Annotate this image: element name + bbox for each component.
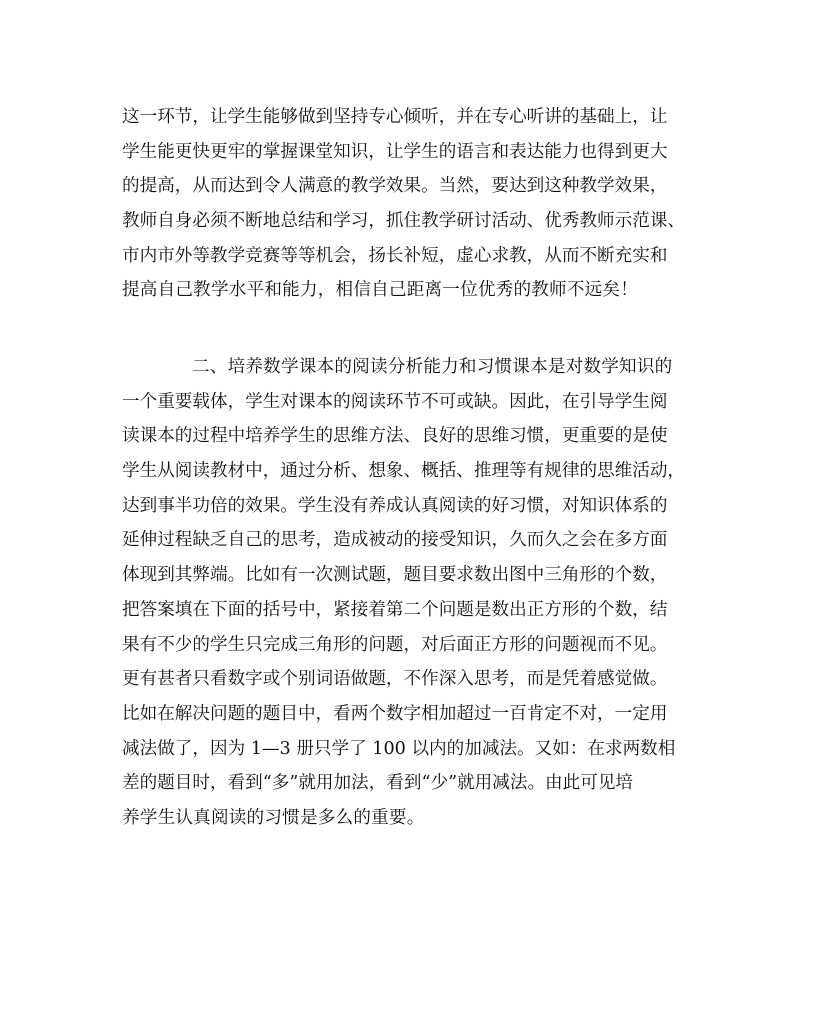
text-line: 果有不少的学生只完成三角形的问题，对后面正方形的问题视而不见。 bbox=[122, 634, 668, 655]
text-line: 这一环节，让学生能够做到坚持专心倾听，并在专心听讲的基础上，让 bbox=[122, 107, 668, 127]
text-line: 学生从阅读教材中，通过分析、想象、概括、推理等有规律的思维活动， bbox=[122, 461, 686, 482]
paragraph-continuation bbox=[122, 100, 698, 308]
text-line: 减法做了，因为 1—3 册只学了 100 以内的加减法。又如：在求两数相 bbox=[122, 738, 676, 759]
paragraph-reading-ability bbox=[122, 350, 698, 836]
text-line: 差的题目时，看到“多”就用加法，看到“少”就用减法。由此可见培 bbox=[122, 773, 634, 794]
text-line: 更有甚者只看数字或个别词语做题，不作深入思考，而是凭着感觉做。 bbox=[122, 669, 668, 690]
text-line: 把答案填在下面的括号中，紧接着第二个问题是数出正方形的个数，结 bbox=[122, 599, 668, 620]
section-heading-line: 二、培养数学课本的阅读分析能力和习惯课本是对数学知识的 bbox=[192, 357, 673, 377]
text-line: 比如在解决问题的题目中，看两个数字相加超过一百肯定不对，一定用 bbox=[122, 703, 668, 724]
text-line: 读课本的过程中培养学生的思维方法、良好的思维习惯，更重要的是使 bbox=[122, 426, 668, 447]
text-line: 延伸过程缺乏自己的思考，造成被动的接受知识，久而久之会在多方面 bbox=[122, 530, 668, 551]
text-line: 学生能更快更牢的掌握课堂知识，让学生的语言和表达能力也得到更大 bbox=[122, 141, 668, 162]
text-line: 市内市外等教学竞赛等等机会，扬长补短，虚心求教，从而不断充实和 bbox=[122, 245, 668, 266]
text-line: 的提高，从而达到令人满意的教学效果。当然，要达到这种教学效果， bbox=[122, 176, 668, 197]
text-line: 达到事半功倍的效果。学生没有养成认真阅读的好习惯，对知识体系的 bbox=[122, 495, 668, 516]
text-line: 养学生认真阅读的习惯是多么的重要。 bbox=[122, 807, 425, 828]
text-line: 体现到其弊端。比如有一次测试题，题目要求数出图中三角形的个数， bbox=[122, 565, 668, 586]
text-line: 提高自己教学水平和能力，相信自己距离一位优秀的教师不远矣！ bbox=[122, 280, 639, 301]
text-line: 教师自身必须不断地总结和学习，抓住教学研讨活动、优秀教师示范课、 bbox=[122, 211, 686, 232]
text-line: 一个重要载体，学生对课本的阅读环节不可或缺。因此，在引导学生阅 bbox=[122, 391, 668, 412]
